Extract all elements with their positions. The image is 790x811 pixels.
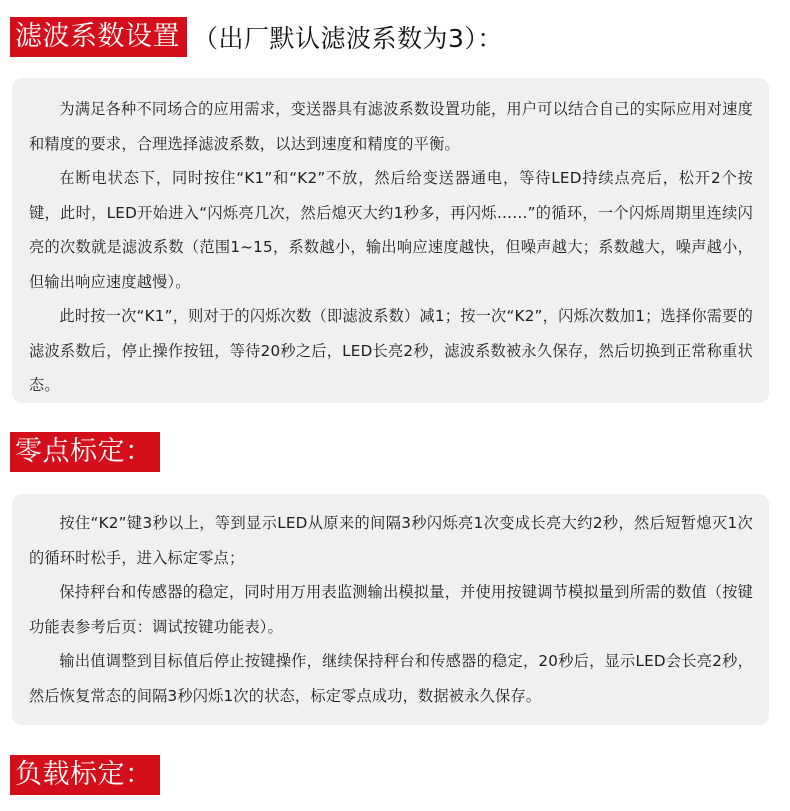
zero-paragraph-save: 输出值调整到目标值后停止按键操作，继续保持秤台和传感器的稳定，20秒后，显示LED会长亮2秒，然后恢复常态的间隔3秒闪烁1次的状态，标定零点成功，数据被永久保存。	[29, 652, 753, 705]
filter-paragraph-adjust-save: 此时按一次“K1”，则对于的闪烁次数（即滤波系数）减1；按一次“K2”，闪烁次数加1；选择你需要的滤波系数后，停止操作按钮，等待20秒之后，LED长亮2秒，滤波系数被永久保存，然后切换到正常称重状态。	[29, 307, 753, 394]
load-section-title: 负载标定：	[10, 755, 160, 795]
zero-section-title: 零点标定：	[10, 432, 160, 472]
filter-paragraph-enter-mode: 在断电状态下，同时按住“K1”和“K2”不放，然后给变送器通电，等待LED持续点亮后，松开2个按键，此时，LED开始进入“闪烁亮几次，然后熄灭大约1秒多，再闪烁……”的循环，一个闪烁周期里连续闪亮的次数就是滤波系数（范围1~15，系数越小，输出响应速度越快，但噪声越大；系数越大，噪声越小，但输出响应速度越慢）。	[29, 169, 753, 291]
load-section-heading	[10, 755, 160, 795]
filter-section-content	[12, 78, 769, 403]
zero-paragraph-adjust: 保持秤台和传感器的稳定，同时用万用表监测输出模拟量，并使用按键调节模拟量到所需的数值（按键功能表参考后页：调试按键功能表）。	[29, 583, 753, 636]
zero-paragraph-enter: 按住“K2”键3秒以上，等到显示LED从原来的间隔3秒闪烁亮1次变成长亮大约2秒，然后短暂熄灭1次的循环时松手，进入标定零点；	[29, 514, 753, 567]
zero-section-heading	[10, 432, 160, 472]
zero-section-content	[12, 494, 769, 725]
filter-paragraph-intro: 为满足各种不同场合的应用需求，变送器具有滤波系数设置功能，用户可以结合自己的实际应用对速度和精度的要求，合理选择滤波系数，以达到速度和精度的平衡。	[29, 100, 753, 153]
filter-section-heading	[10, 17, 503, 57]
filter-section-subtitle: （出厂默认滤波系数为3）：	[193, 24, 503, 53]
filter-section-title: 滤波系数设置	[10, 17, 187, 57]
